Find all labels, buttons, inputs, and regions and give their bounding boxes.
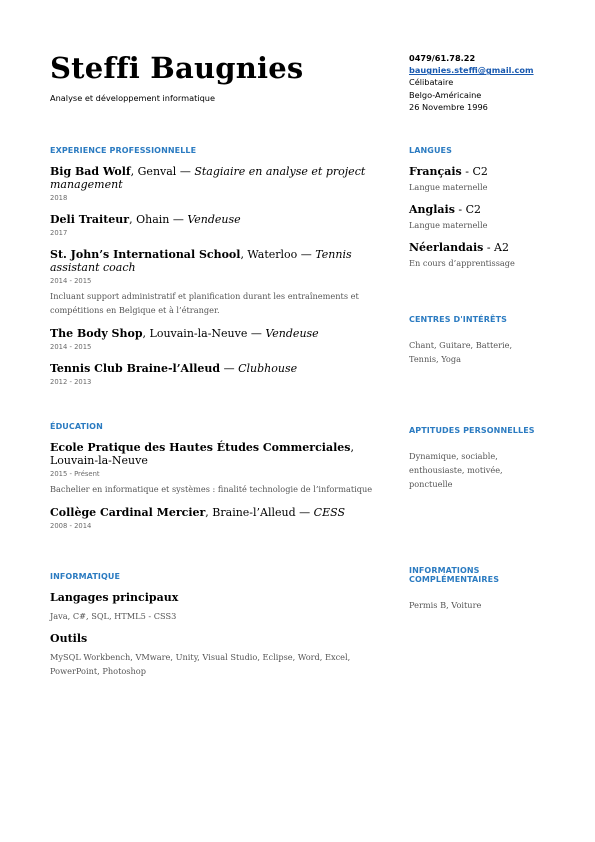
languages-section <box>409 146 549 268</box>
education-title-line <box>50 441 380 467</box>
job-entry <box>50 362 380 386</box>
language-note: En cours d’apprentissage <box>409 258 515 268</box>
job-title <box>50 327 380 340</box>
job-date: 2014 - 2015 <box>50 343 92 351</box>
job-place: , Waterloo — <box>240 248 316 261</box>
computing-heading: Langages principaux <box>50 591 179 604</box>
language-name-line <box>409 203 549 216</box>
job-org: Big Bad Wolf <box>50 165 131 178</box>
job-date: 2017 <box>50 229 68 237</box>
job-org: The Body Shop <box>50 327 143 340</box>
computing-title: INFORMATIQUE <box>50 572 121 581</box>
education-description: Bachelier en informatique et systèmes : finalité technologie de l’informatique <box>50 484 373 494</box>
computing-entry <box>50 632 380 678</box>
education-title-line <box>50 506 380 519</box>
education-date: 2015 - Présent <box>50 470 100 478</box>
experience-title: EXPERIENCE PROFESSIONNELLE <box>50 146 197 155</box>
job-title <box>50 362 380 375</box>
language-note: Langue maternelle <box>409 220 488 230</box>
education-org: Ecole Pratique des Hautes Études Commerciales <box>50 441 351 454</box>
contact-nationality: Belgo-Américaine <box>409 89 482 100</box>
computing-heading: Outils <box>50 632 88 645</box>
language-entry <box>409 203 549 230</box>
resume-subtitle: Analyse et développement informatique <box>50 93 216 103</box>
language-note: Langue maternelle <box>409 182 488 192</box>
job-title <box>50 248 380 274</box>
job-org: Tennis Club Braine-l’Alleud <box>50 362 221 375</box>
language-name: Anglais <box>409 203 455 216</box>
job-role: Stagiaire en analyse et project management <box>50 165 366 191</box>
language-level: - C2 <box>461 165 488 178</box>
contact-birthdate: 26 Novembre 1996 <box>409 101 488 112</box>
computing-section <box>50 572 380 678</box>
language-entry <box>409 165 549 192</box>
skills-title: APTITUDES PERSONNELLES <box>409 426 535 435</box>
job-role: Vendeuse <box>187 213 241 226</box>
job-org: St. John’s International School <box>50 248 241 261</box>
skills-section <box>409 426 549 491</box>
additional-title <box>409 566 549 584</box>
job-place: , Louvain-la-Neuve — <box>142 327 266 340</box>
job-place: , Genval — <box>130 165 195 178</box>
contact-email-link[interactable]: baugnies.steffi@gmail.com <box>409 65 534 76</box>
education-entry <box>50 441 380 496</box>
job-entry <box>50 165 380 202</box>
job-place: — <box>220 362 239 375</box>
education-place: , Braine-l’Alleud — <box>205 506 314 519</box>
education-role: CESS <box>313 506 345 519</box>
job-place: , Ohain — <box>129 213 188 226</box>
computing-entry <box>50 591 380 623</box>
additional-title-line: INFORMATIONS <box>409 566 480 575</box>
job-entry <box>50 213 380 237</box>
education-org: Collège Cardinal Mercier <box>50 506 206 519</box>
additional-section <box>409 566 549 612</box>
computing-text: Java, C#, SQL, HTML5 - CSS3 <box>50 611 177 621</box>
job-role: Clubhouse <box>238 362 298 375</box>
job-role: Vendeuse <box>265 327 319 340</box>
additional-title-line: COMPLÉMENTAIRES <box>409 575 500 584</box>
experience-section <box>50 146 380 386</box>
languages-title: LANGUES <box>409 146 452 155</box>
interests-section <box>409 315 549 366</box>
interests-text: Chant, Guitare, Batterie, Tennis, Yoga <box>409 340 513 364</box>
education-section <box>50 422 380 530</box>
contact-block <box>409 52 534 113</box>
education-date: 2008 - 2014 <box>50 522 92 530</box>
contact-status: Célibataire <box>409 77 454 88</box>
skills-text: Dynamique, sociable, enthousiaste, motivée, ponctuelle <box>409 451 503 489</box>
language-level: - C2 <box>454 203 482 216</box>
job-title <box>50 213 380 226</box>
education-entry <box>50 506 380 530</box>
language-name-line <box>409 165 549 178</box>
computing-text: MySQL Workbench, VMware, Unity, Visual Studio, Eclipse, Word, Excel, PowerPoint, Photoshop <box>50 652 351 676</box>
contact-phone: 0479/61.78.22 <box>409 53 476 63</box>
language-name: Français <box>409 165 462 178</box>
job-date: 2014 - 2015 <box>50 277 92 285</box>
job-date: 2012 - 2013 <box>50 378 92 386</box>
language-name: Néerlandais <box>409 241 484 254</box>
education-title: ÉDUCATION <box>50 422 103 431</box>
job-entry <box>50 327 380 351</box>
job-entry <box>50 248 380 317</box>
interests-title: CENTRES D'INTÉRÊTS <box>409 315 507 324</box>
job-date: 2018 <box>50 194 68 202</box>
education-place: , Louvain-la-Neuve <box>50 441 354 467</box>
job-description: Incluant support administratif et planification durant les entraînements et compétitions en Belgique et à l’étranger. <box>50 291 359 315</box>
job-org: Deli Traiteur <box>50 213 130 226</box>
language-entry <box>409 241 549 268</box>
job-title <box>50 165 380 191</box>
job-role: Tennis assistant coach <box>50 248 352 274</box>
language-level: - A2 <box>483 241 509 254</box>
additional-text: Permis B, Voiture <box>409 600 482 610</box>
language-name-line <box>409 241 549 254</box>
resume-name: Steffi Baugnies <box>50 51 304 85</box>
